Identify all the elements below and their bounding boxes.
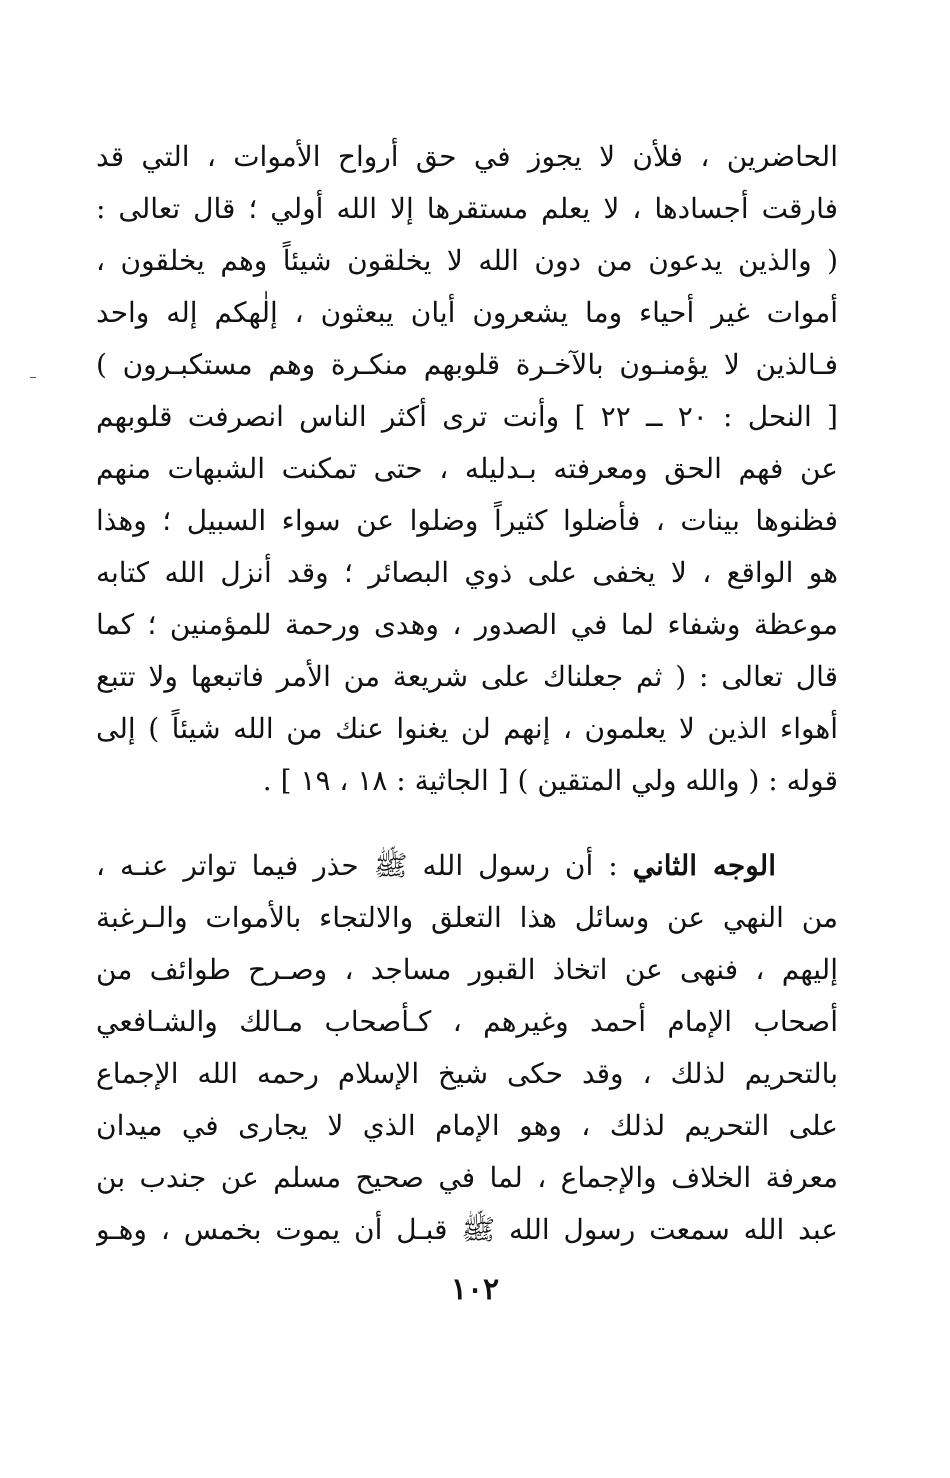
margin-mark: [30, 377, 36, 378]
text-line: قوله : ( والله ولي المتقين ) [ الجاثية : ١٨ ، ١٩ ] .: [262, 764, 838, 797]
text-line: فارقت أجسادها ، لا يعلم مستقرها إلا الله أولي ؛ قال تعالى :: [96, 192, 838, 225]
text-line: هو الواقع ، لا يخفى على ذوي البصائر ؛ وقد أنزل الله كتابه: [96, 556, 838, 589]
heading-continuation: : أن رسول الله ﷺ حذر فيما تواتر عنـه ،: [96, 849, 633, 882]
text-line: على التحريم لذلك ، وهو الإمام الذي لا يجارى في ميدان: [96, 1109, 838, 1142]
text-line: إليهم ، فنهى عن اتخاذ القبور مساجد ، وصـرح طوائف من: [96, 953, 838, 986]
paragraph-2: [96, 840, 838, 1256]
text-line: [ النحل : ٢٠ ــ ٢٢ ] وأنت ترى أكثر الناس انصرفت قلوبهم: [96, 400, 838, 433]
text-line: ( والذين يدعون من دون الله لا يخلقون شيئاً وهم يخلقون ،: [96, 244, 838, 277]
paragraph-1: [96, 131, 838, 807]
text-line: معرفة الخلاف والإجماع ، لما في صحيح مسلم عن جندب بن: [96, 1161, 838, 1194]
text-line: من النهي عن وسائل هذا التعلق والالتجاء بالأموات والـرغبة: [96, 901, 838, 934]
text-line: بالتحريم لذلك ، وقد حكى شيخ الإسلام رحمه الله الإجماع: [96, 1057, 838, 1090]
text-line: عبد الله سمعت رسول الله ﷺ قبـل أن يموت بخمس ، وهـو: [96, 1213, 838, 1246]
text-line: الحاضرين ، فلأن لا يجوز في حق أرواح الأموات ، التي قد: [96, 140, 838, 173]
text-line: قال تعالى : ( ثم جعلناك على شريعة من الأمر فاتبعها ولا تتبع: [96, 660, 838, 693]
text-line: أموات غير أحياء وما يشعرون أيان يبعثون ، إلٰهكم إله واحد: [96, 296, 838, 329]
page-number: ١٠٢: [450, 1272, 500, 1307]
section-heading: الوجه الثاني: [632, 849, 776, 882]
text-line: فظنوها بينات ، فأضلوا كثيراً وضلوا عن سواء السبيل ؛ وهذا: [96, 504, 838, 537]
text-line: موعظة وشفاء لما في الصدور ، وهدى ورحمة للمؤمنين ؛ كما: [96, 608, 838, 641]
text-line: أصحاب الإمام أحمد وغيرهم ، كـأصحاب مـالك والشـافعي: [96, 1005, 838, 1038]
text-line: أهواء الذين لا يعلمون ، إنهم لن يغنوا عنك من الله شيئاً ) إلى: [96, 712, 838, 745]
text-line: عن فهم الحق ومعرفته بـدليله ، حتى تمكنت الشبهات منهم: [96, 452, 838, 485]
text-line-first: [96, 840, 838, 892]
text-line: فـالذين لا يؤمنـون بالآخـرة قلوبهم منكـرة وهم مستكبـرون ): [96, 348, 838, 381]
